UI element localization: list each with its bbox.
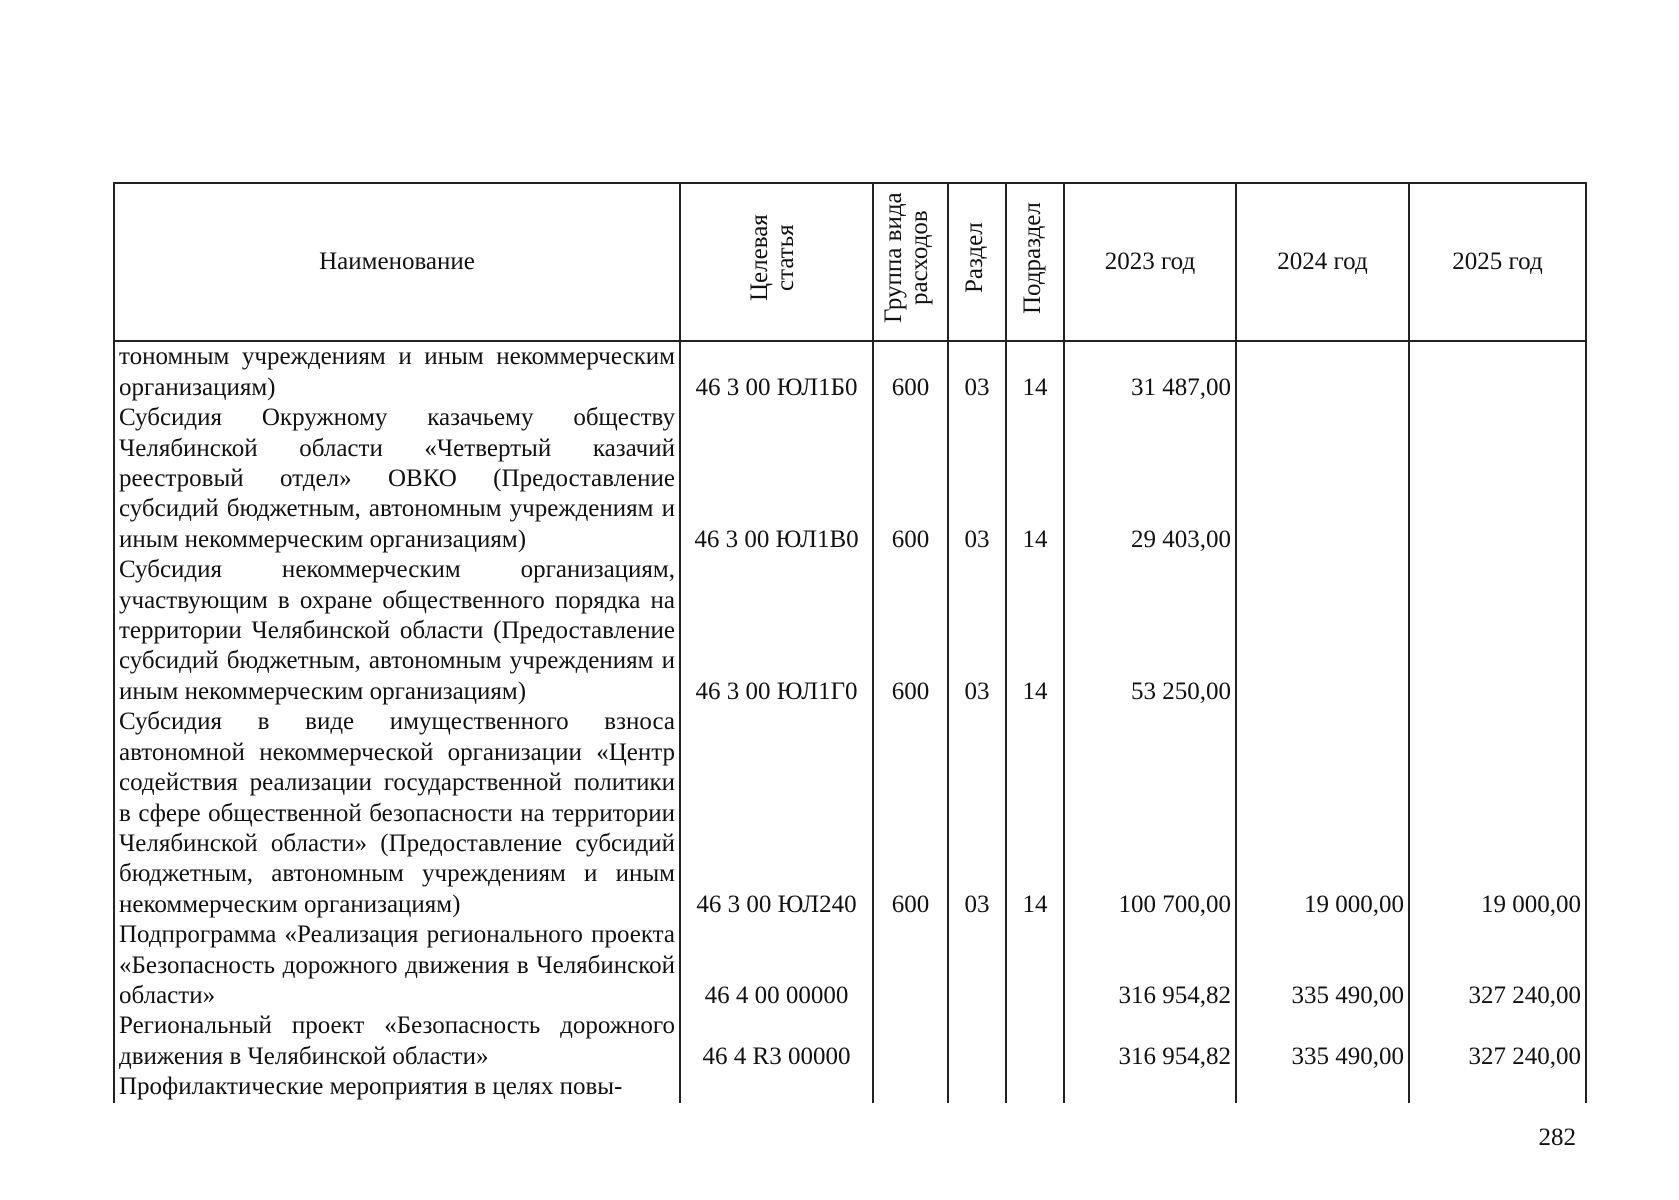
row-code: 46 4 R3 00000: [680, 1011, 873, 1072]
row-2024: [1236, 1072, 1409, 1102]
row-2025: [1409, 1072, 1586, 1102]
row-name: Региональный проект «Безопасность дорожного движения в Челябинской области»: [114, 1011, 680, 1072]
table-row: [114, 555, 1586, 707]
row-2024: [1236, 555, 1409, 707]
table-header-row: [114, 183, 1586, 341]
table-row: [114, 707, 1586, 920]
budget-table: [113, 182, 1587, 1103]
header-expense-group: [873, 183, 948, 341]
row-2024: 335 490,00: [1236, 920, 1409, 1011]
table-row: [114, 1011, 1586, 1072]
row-code: 46 3 00 ЮЛ1Г0: [680, 555, 873, 707]
row-2024: [1236, 341, 1409, 403]
header-target-article: [680, 183, 873, 341]
row-2025: 19 000,00: [1409, 707, 1586, 920]
row-code: [680, 1072, 873, 1102]
row-2023: 29 403,00: [1064, 403, 1236, 555]
page-number: 282: [1538, 1124, 1576, 1151]
row-group: 600: [873, 555, 948, 707]
row-2025: [1409, 403, 1586, 555]
row-subsection: [1006, 1072, 1064, 1102]
row-2025: 327 240,00: [1409, 920, 1586, 1011]
row-group: 600: [873, 403, 948, 555]
header-2024: 2024 год: [1236, 183, 1409, 341]
row-name: Профилактические мероприятия в целях повы-: [114, 1072, 680, 1102]
row-name: тономным учреждениям и иным некоммерческим организациям): [114, 341, 680, 403]
row-name: Субсидия некоммерческим организациям, участвующим в охране общественного порядка на территории Челябинской области (Предоставление субсидий бюджетным, автономным учреждениям и иным некоммерческим организациям): [114, 555, 680, 707]
row-subsection: 14: [1006, 707, 1064, 920]
table-row: [114, 1072, 1586, 1102]
row-subsection: 14: [1006, 555, 1064, 707]
row-2023: [1064, 1072, 1236, 1102]
row-2023: 53 250,00: [1064, 555, 1236, 707]
row-code: 46 4 00 00000: [680, 920, 873, 1011]
row-subsection: [1006, 920, 1064, 1011]
header-section: [948, 183, 1006, 341]
row-group: 600: [873, 341, 948, 403]
row-2024: [1236, 403, 1409, 555]
header-2023: 2023 год: [1064, 183, 1236, 341]
row-group: [873, 920, 948, 1011]
row-2023: 316 954,82: [1064, 920, 1236, 1011]
row-subsection: 14: [1006, 403, 1064, 555]
row-2023: 316 954,82: [1064, 1011, 1236, 1072]
row-group: [873, 1011, 948, 1072]
row-2025: [1409, 555, 1586, 707]
header-2025: 2025 год: [1409, 183, 1586, 341]
row-code: 46 3 00 ЮЛ1Б0: [680, 341, 873, 403]
row-section: [948, 920, 1006, 1011]
row-name: Субсидия Окружному казачьему обществу Челябинской области «Четвертый казачий реестровый отдел» ОВКО (Предоставление субсидий бюджетным, автономным учреждениям и иным некоммерческим организациям): [114, 403, 680, 555]
row-section: 03: [948, 403, 1006, 555]
header-expense-group-label: Группа вида расходов: [879, 192, 933, 324]
header-target-article-label: Целевая статья: [745, 214, 799, 302]
row-code: 46 3 00 ЮЛ1В0: [680, 403, 873, 555]
row-section: 03: [948, 341, 1006, 403]
header-subsection-label: Подраздел: [1019, 202, 1046, 314]
header-name: Наименование: [114, 183, 680, 341]
table-row: [114, 920, 1586, 1011]
header-section-label: Раздел: [961, 222, 988, 294]
row-section: 03: [948, 707, 1006, 920]
table-row: [114, 403, 1586, 555]
row-code: 46 3 00 ЮЛ240: [680, 707, 873, 920]
row-2024: 19 000,00: [1236, 707, 1409, 920]
row-subsection: 14: [1006, 341, 1064, 403]
row-2023: 31 487,00: [1064, 341, 1236, 403]
table-row: [114, 341, 1586, 403]
header-subsection: [1006, 183, 1064, 341]
row-name: Субсидия в виде имущественного взноса автономной некоммерческой организации «Центр содействия реализации государственной политики в сфере общественной безопасности на территории Челябинской области» (Предоставление субсидий бюджетным, автономным учреждениям и иным некоммерческим организациям): [114, 707, 680, 920]
row-group: [873, 1072, 948, 1102]
row-subsection: [1006, 1011, 1064, 1072]
row-2023: 100 700,00: [1064, 707, 1236, 920]
row-section: [948, 1072, 1006, 1102]
row-2024: 335 490,00: [1236, 1011, 1409, 1072]
row-2025: 327 240,00: [1409, 1011, 1586, 1072]
row-section: 03: [948, 555, 1006, 707]
row-section: [948, 1011, 1006, 1072]
row-2025: [1409, 341, 1586, 403]
row-name: Подпрограмма «Реализация регионального проекта «Безопасность дорожного движения в Челябинской области»: [114, 920, 680, 1011]
row-group: 600: [873, 707, 948, 920]
